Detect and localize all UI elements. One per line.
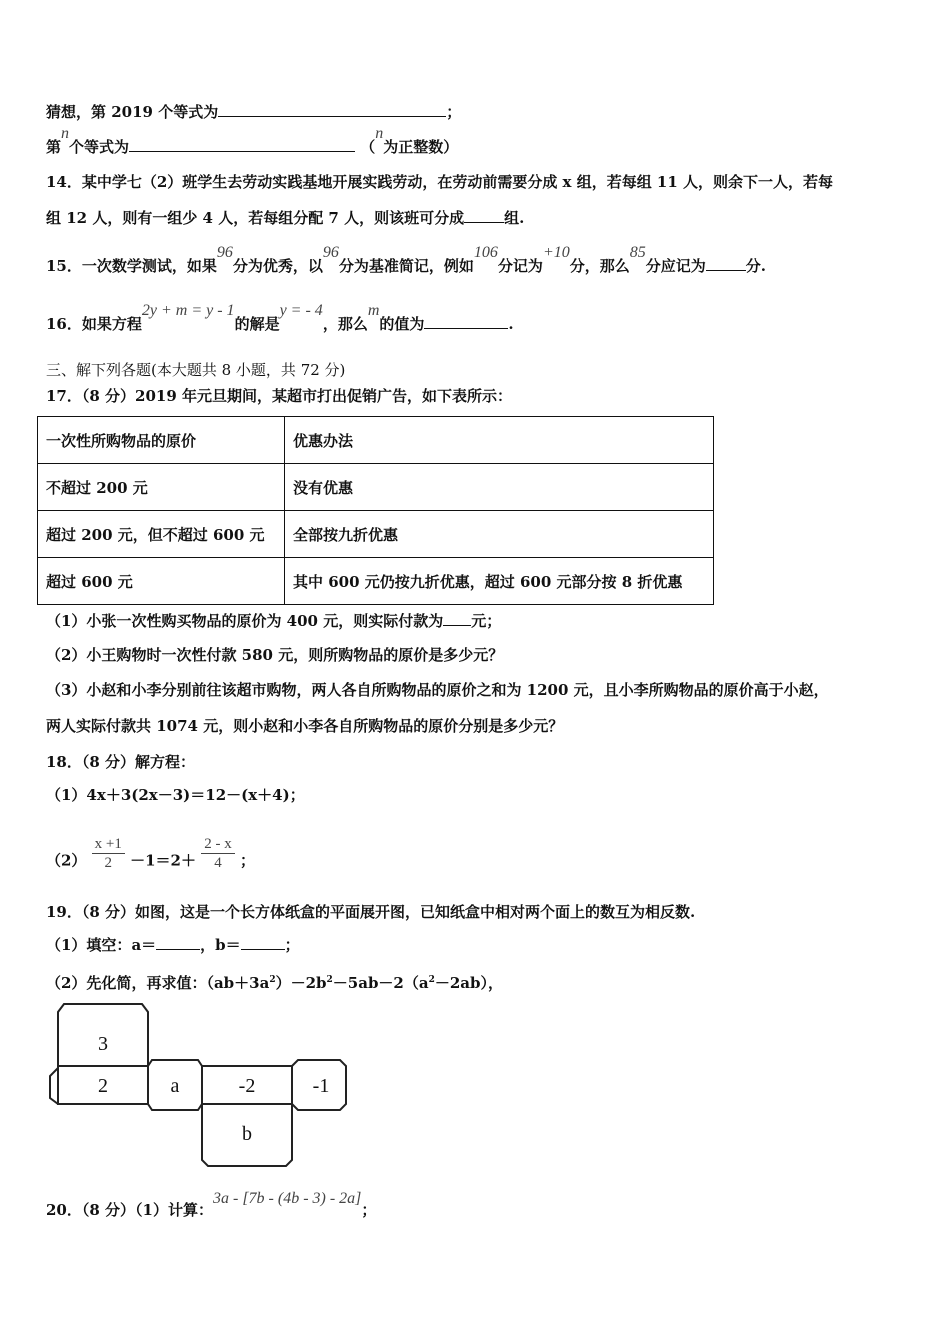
- table-row: [38, 464, 714, 511]
- box-net-diagram: [44, 1000, 354, 1170]
- answer-blank-b[interactable]: [241, 935, 285, 950]
- q14-line-1: 14．某中学七（2）班学生去劳动实践基地开展实践劳动，在劳动前需要分成 x 组，若每组 11 人，则余下一人，若每: [46, 173, 834, 191]
- q17-part-3-line-1: （3）小赵和小李分别前往该超市购物，两人各自所购物品的原价之和为 1200 元，且小李所购物品的原价高于小赵，: [46, 681, 829, 699]
- table-cell: 超过 200 元，但不超过 600 元: [38, 511, 285, 558]
- q15-line: 15．一次数学测试，如果96分为优秀，以96分为基准简记，例如106分记为+10分，那么85分应记为 分.: [46, 244, 766, 275]
- table-cell: 其中 600 元仍按九折优惠，超过 600 元部分按 8 折优惠: [285, 558, 714, 605]
- table-header: 优惠办法: [285, 417, 714, 464]
- equation: 2y + m = y - 1: [141, 302, 235, 319]
- net-label-top: 3: [98, 1033, 108, 1055]
- table-header: 一次性所购物品的原价: [38, 417, 285, 464]
- q19-part-1: （1）填空：a＝ ，b＝ ；: [46, 936, 300, 954]
- promotion-table: [37, 416, 714, 605]
- conjecture-n-line: 第n个等式为 （n为正整数）: [46, 125, 459, 156]
- answer-blank[interactable]: [218, 102, 446, 117]
- answer-blank[interactable]: [464, 208, 504, 223]
- table-row: [38, 511, 714, 558]
- net-label-b: b: [242, 1123, 252, 1145]
- q14-line-2: 组 12 人，则有一组少 4 人，若每组分配 7 人，则该班可分成 组.: [46, 209, 525, 227]
- fraction: $\frac{2 - x}{4}$: [201, 835, 235, 872]
- net-label-left: 2: [98, 1075, 108, 1097]
- table-cell: 不超过 200 元: [38, 464, 285, 511]
- text: 猜想，第 2019 个等式为: [46, 103, 219, 121]
- answer-blank[interactable]: [424, 314, 508, 329]
- net-label-minus-1: -1: [312, 1075, 330, 1097]
- answer-blank-a[interactable]: [156, 935, 200, 950]
- q18-stem: 18．（8 分）解方程：: [46, 753, 196, 771]
- section-3-heading: 三、解下列各题(本大题共 8 小题，共 72 分): [46, 361, 346, 379]
- table-cell: 全部按九折优惠: [285, 511, 714, 558]
- table-cell: 没有优惠: [285, 464, 714, 511]
- q17-part-2: （2）小王购物时一次性付款 580 元，则所购物品的原价是多少元？: [46, 646, 504, 664]
- table-row: [38, 558, 714, 605]
- table-row: [38, 417, 714, 464]
- answer-blank[interactable]: [443, 611, 471, 626]
- answer-blank[interactable]: [706, 256, 746, 271]
- conjecture-2019-line: 猜想，第 2019 个等式为 ；: [46, 103, 462, 121]
- q18-part-1: （1）4x＋3(2x－3)＝12－(x＋4)；: [46, 786, 305, 804]
- math-n: n: [375, 125, 384, 142]
- answer-blank[interactable]: [129, 137, 355, 152]
- fraction: $\frac{x +1}{2}$: [92, 835, 125, 872]
- q18-part-2: （2） $\frac{x +1}{2}$ －1＝2＋ $\frac{2 - x}{4}$ ；: [46, 836, 255, 871]
- table-cell: 超过 600 元: [38, 558, 285, 605]
- q17-part-3-line-2: 两人实际付款共 1074 元，则小赵和小李各自所购物品的原价分别是多少元？: [46, 717, 564, 735]
- math-n: n: [61, 125, 70, 142]
- q17-stem: 17．（8 分）2019 年元旦期间，某超市打出促销广告，如下表所示：: [46, 387, 513, 405]
- q17-part-1: （1）小张一次性购买物品的原价为 400 元，则实际付款为 元；: [46, 612, 502, 630]
- net-label-a: a: [170, 1075, 180, 1097]
- q19-stem: 19．（8 分）如图，这是一个长方体纸盒的平面展开图，已知纸盒中相对两个面上的数互为相反数.: [46, 903, 696, 921]
- left-flap: [50, 1068, 58, 1104]
- q20-line: 20．（8 分）（1）计算：3a - [7b - (4b - 3) - 2a]；: [46, 1190, 377, 1219]
- q16-line: 16．如果方程2y + m = y - 1的解是y = - 4，那么m的值为 .: [46, 302, 514, 333]
- net-label-minus-2: -2: [238, 1075, 256, 1097]
- expression: 3a - [7b - (4b - 3) - 2a]: [212, 1190, 362, 1207]
- q19-part-2: （2）先化简，再求值：$(ab+3a^2)-2b^2-5ab-2(a^2-2ab)$，: [46, 974, 504, 992]
